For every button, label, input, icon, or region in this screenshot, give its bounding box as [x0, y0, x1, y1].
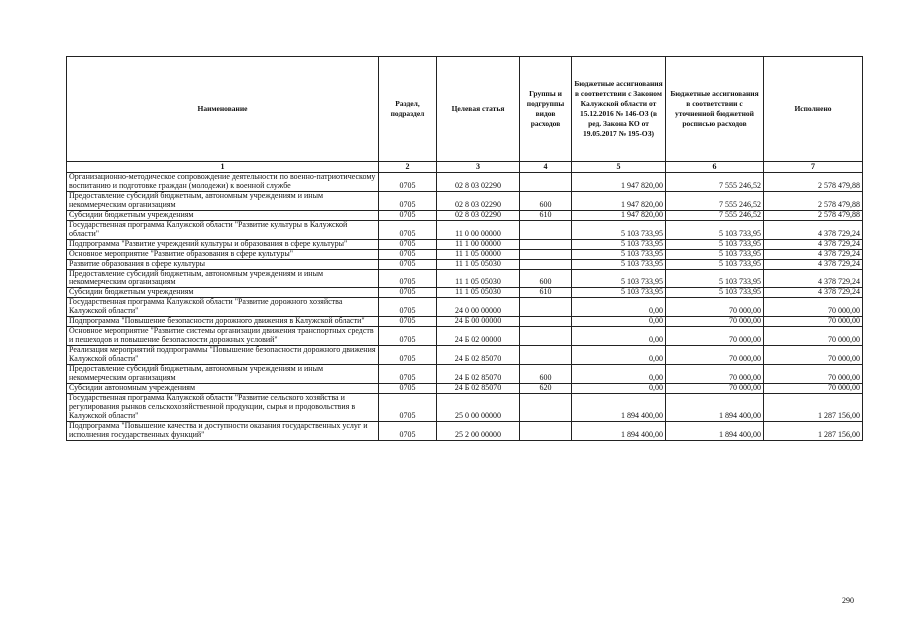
- row-executed: 70 000,00: [764, 365, 863, 384]
- row-name: Основное мероприятие "Развитие образования в сфере культуры": [67, 249, 379, 259]
- table-row: [67, 173, 863, 192]
- row-group: 600: [520, 191, 572, 210]
- row-executed: 4 378 729,24: [764, 259, 863, 269]
- row-budget: 1 947 820,00: [572, 210, 666, 220]
- row-refined: 5 103 733,95: [666, 220, 764, 239]
- row-group: 610: [520, 288, 572, 298]
- row-executed: 4 378 729,24: [764, 239, 863, 249]
- table-row: [67, 239, 863, 249]
- row-article: 02 8 03 02290: [437, 191, 520, 210]
- row-refined: 5 103 733,95: [666, 288, 764, 298]
- table-row: [67, 393, 863, 421]
- row-budget: 5 103 733,95: [572, 269, 666, 288]
- table-row: [67, 210, 863, 220]
- table-row: [67, 298, 863, 317]
- row-budget: 5 103 733,95: [572, 259, 666, 269]
- table-row: [67, 317, 863, 327]
- row-refined: 7 555 246,52: [666, 210, 764, 220]
- row-executed: 4 378 729,24: [764, 288, 863, 298]
- row-refined: 5 103 733,95: [666, 269, 764, 288]
- row-name: Субсидии бюджетным учреждениям: [67, 210, 379, 220]
- row-name: Подпрограмма "Повышение качества и доступности оказания государственных услуг и исполнения государственных функций": [67, 421, 379, 440]
- row-executed: 70 000,00: [764, 298, 863, 317]
- row-group: 610: [520, 210, 572, 220]
- row-group: [520, 239, 572, 249]
- row-article: 02 8 03 02290: [437, 210, 520, 220]
- table-row: [67, 259, 863, 269]
- row-section: 0705: [379, 210, 437, 220]
- row-group: [520, 173, 572, 192]
- row-group: [520, 317, 572, 327]
- row-group: 620: [520, 383, 572, 393]
- header-row: [67, 57, 863, 162]
- row-section: 0705: [379, 383, 437, 393]
- row-budget: 5 103 733,95: [572, 249, 666, 259]
- row-name: Развитие образования в сфере культуры: [67, 259, 379, 269]
- row-group: [520, 346, 572, 365]
- row-group: [520, 220, 572, 239]
- row-section: 0705: [379, 288, 437, 298]
- row-group: 600: [520, 269, 572, 288]
- row-name: Государственная программа Калужской области "Развитие сельского хозяйства и регулирования рынков сельскохозяйственной продукции, сырья и продовольствия в Калужской области": [67, 393, 379, 421]
- row-refined: 7 555 246,52: [666, 173, 764, 192]
- row-group: [520, 327, 572, 346]
- row-executed: 70 000,00: [764, 317, 863, 327]
- row-budget: 0,00: [572, 365, 666, 384]
- row-section: 0705: [379, 259, 437, 269]
- row-budget: 1 947 820,00: [572, 173, 666, 192]
- row-section: 0705: [379, 191, 437, 210]
- column-number: 3: [437, 162, 520, 173]
- row-refined: 5 103 733,95: [666, 249, 764, 259]
- row-executed: 70 000,00: [764, 327, 863, 346]
- row-section: 0705: [379, 239, 437, 249]
- table-row: [67, 365, 863, 384]
- row-executed: 4 378 729,24: [764, 220, 863, 239]
- row-group: [520, 259, 572, 269]
- row-article: 25 0 00 00000: [437, 393, 520, 421]
- table-row: [67, 421, 863, 440]
- row-executed: 2 578 479,88: [764, 191, 863, 210]
- row-budget: 0,00: [572, 317, 666, 327]
- row-executed: 2 578 479,88: [764, 210, 863, 220]
- row-article: 11 1 05 05030: [437, 288, 520, 298]
- row-article: 24 Б 00 00000: [437, 317, 520, 327]
- row-executed: 2 578 479,88: [764, 173, 863, 192]
- row-name: Субсидии автономным учреждениям: [67, 383, 379, 393]
- table-row: [67, 191, 863, 210]
- row-budget: 1 947 820,00: [572, 191, 666, 210]
- row-budget: 5 103 733,95: [572, 220, 666, 239]
- row-section: 0705: [379, 269, 437, 288]
- budget-table: [66, 56, 863, 441]
- row-budget: 0,00: [572, 298, 666, 317]
- column-number-row: [67, 162, 863, 173]
- row-article: 24 Б 02 00000: [437, 327, 520, 346]
- row-refined: 70 000,00: [666, 346, 764, 365]
- table-row: [67, 383, 863, 393]
- row-article: 25 2 00 00000: [437, 421, 520, 440]
- column-header-executed: Исполнено: [764, 57, 863, 162]
- row-refined: 70 000,00: [666, 365, 764, 384]
- row-name: Предоставление субсидий бюджетным, автономным учреждениям и иным некоммерческим организациям: [67, 365, 379, 384]
- row-section: 0705: [379, 173, 437, 192]
- row-refined: 70 000,00: [666, 317, 764, 327]
- row-executed: 4 378 729,24: [764, 249, 863, 259]
- column-number: 4: [520, 162, 572, 173]
- column-header-section: Раздел, подраздел: [379, 57, 437, 162]
- row-article: 11 1 05 00000: [437, 249, 520, 259]
- row-name: Организационно-методическое сопровождение деятельности по военно-патриотическому воспитанию и подготовке граждан (молодежи) к военной службе: [67, 173, 379, 192]
- row-refined: 7 555 246,52: [666, 191, 764, 210]
- row-section: 0705: [379, 421, 437, 440]
- row-executed: 1 287 156,00: [764, 421, 863, 440]
- column-number: 5: [572, 162, 666, 173]
- row-article: 11 0 00 00000: [437, 220, 520, 239]
- table-row: [67, 249, 863, 259]
- row-name: Подпрограмма "Развитие учреждений культуры и образования в сфере культуры": [67, 239, 379, 249]
- row-group: [520, 393, 572, 421]
- column-number: 1: [67, 162, 379, 173]
- row-section: 0705: [379, 317, 437, 327]
- row-section: 0705: [379, 365, 437, 384]
- row-executed: 4 378 729,24: [764, 269, 863, 288]
- row-name: Субсидии бюджетным учреждениям: [67, 288, 379, 298]
- row-article: 11 1 05 05030: [437, 259, 520, 269]
- column-header-name: Наименование: [67, 57, 379, 162]
- row-refined: 1 894 400,00: [666, 421, 764, 440]
- row-name: Основное мероприятие "Развитие системы организации движения транспортных средств и пешеходов и повышение безопасности дорожных условий": [67, 327, 379, 346]
- row-budget: 5 103 733,95: [572, 239, 666, 249]
- table-row: [67, 327, 863, 346]
- row-name: Государственная программа Калужской области "Развитие дорожного хозяйства Калужской области": [67, 298, 379, 317]
- row-budget: 5 103 733,95: [572, 288, 666, 298]
- row-article: 24 Б 02 85070: [437, 346, 520, 365]
- row-article: 11 1 05 05030: [437, 269, 520, 288]
- row-budget: 0,00: [572, 383, 666, 393]
- row-section: 0705: [379, 249, 437, 259]
- column-header-budget: Бюджетные ассигнования в соответствии с Законом Калужской области от 15.12.2016 № 146-ОЗ (в ред. Закона КО от 19.05.2017 № 195-ОЗ): [572, 57, 666, 162]
- row-group: [520, 298, 572, 317]
- row-refined: 70 000,00: [666, 298, 764, 317]
- row-group: 600: [520, 365, 572, 384]
- row-group: [520, 421, 572, 440]
- row-executed: 1 287 156,00: [764, 393, 863, 421]
- row-refined: 70 000,00: [666, 327, 764, 346]
- row-section: 0705: [379, 393, 437, 421]
- row-refined: 5 103 733,95: [666, 239, 764, 249]
- table-row: [67, 269, 863, 288]
- row-article: 24 0 00 00000: [437, 298, 520, 317]
- row-section: 0705: [379, 327, 437, 346]
- row-article: 24 Б 02 85070: [437, 365, 520, 384]
- table-row: [67, 288, 863, 298]
- row-name: Реализация мероприятий подпрограммы "Повышение безопасности дорожного движения Калужской области": [67, 346, 379, 365]
- table-row: [67, 220, 863, 239]
- row-article: 11 1 00 00000: [437, 239, 520, 249]
- row-name: Предоставление субсидий бюджетным, автономным учреждениям и иным некоммерческим организациям: [67, 269, 379, 288]
- row-budget: 1 894 400,00: [572, 393, 666, 421]
- row-refined: 5 103 733,95: [666, 259, 764, 269]
- column-number: 7: [764, 162, 863, 173]
- column-number: 6: [666, 162, 764, 173]
- row-executed: 70 000,00: [764, 383, 863, 393]
- row-section: 0705: [379, 298, 437, 317]
- page-number: 290: [842, 596, 854, 605]
- column-header-refined: Бюджетные ассигнования в соответствии с уточненной бюджетной росписью расходов: [666, 57, 764, 162]
- row-budget: 0,00: [572, 346, 666, 365]
- row-section: 0705: [379, 346, 437, 365]
- row-executed: 70 000,00: [764, 346, 863, 365]
- row-refined: 1 894 400,00: [666, 393, 764, 421]
- table-row: [67, 346, 863, 365]
- row-article: 02 8 03 02290: [437, 173, 520, 192]
- row-section: 0705: [379, 220, 437, 239]
- row-budget: 0,00: [572, 327, 666, 346]
- row-article: 24 Б 02 85070: [437, 383, 520, 393]
- column-header-article: Целевая статья: [437, 57, 520, 162]
- row-name: Государственная программа Калужской области "Развитие культуры в Калужской области": [67, 220, 379, 239]
- column-header-group: Группы и подгруппы видов расходов: [520, 57, 572, 162]
- row-group: [520, 249, 572, 259]
- row-name: Предоставление субсидий бюджетным, автономным учреждениям и иным некоммерческим организациям: [67, 191, 379, 210]
- row-budget: 1 894 400,00: [572, 421, 666, 440]
- row-name: Подпрограмма "Повышение безопасности дорожного движения в Калужской области": [67, 317, 379, 327]
- row-refined: 70 000,00: [666, 383, 764, 393]
- column-number: 2: [379, 162, 437, 173]
